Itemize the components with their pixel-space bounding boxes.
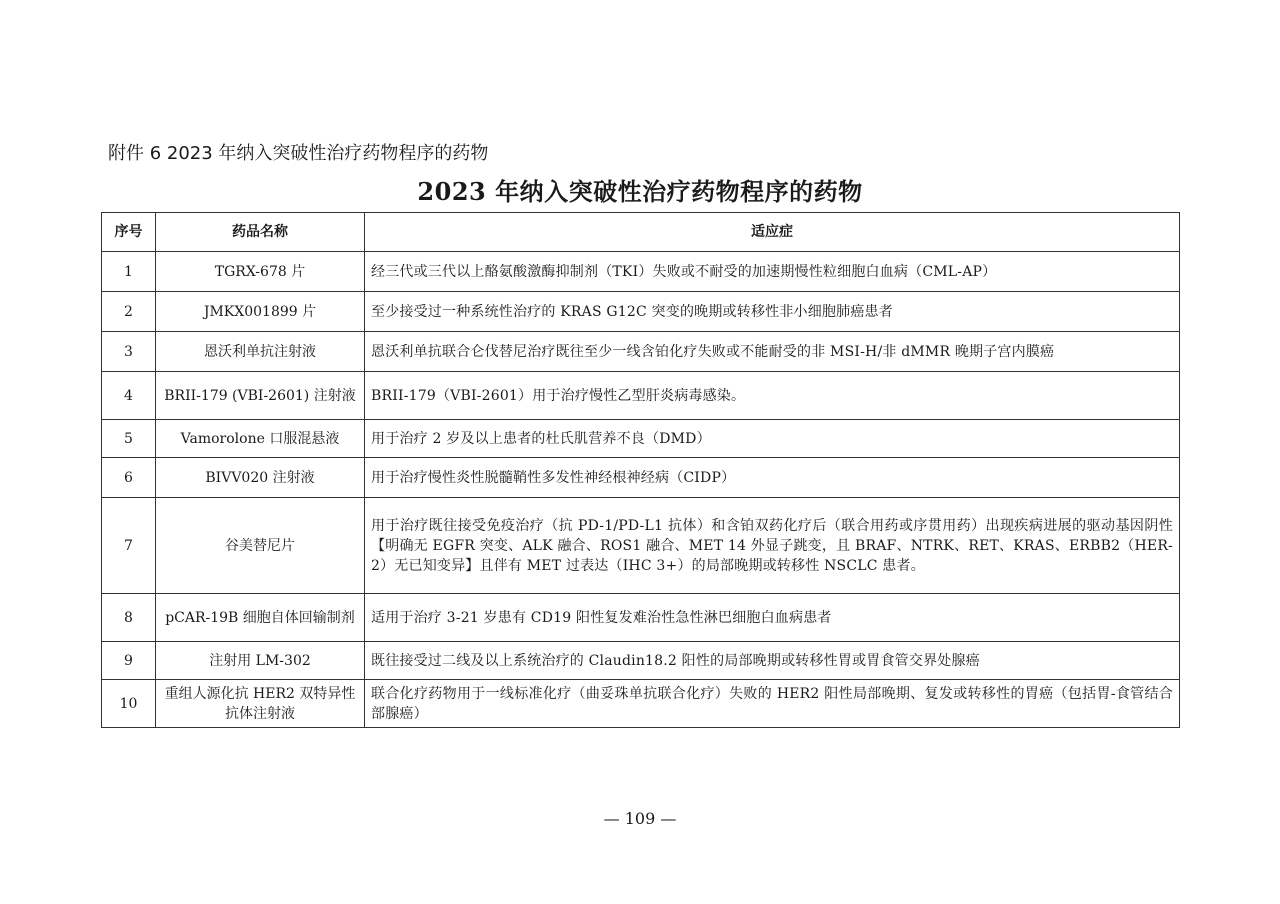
drug-name: 谷美替尼片 [156, 498, 365, 594]
table-row [102, 642, 1180, 680]
indication: 用于治疗 2 岁及以上患者的杜氏肌营养不良（DMD） [365, 420, 1180, 458]
row-number: 3 [102, 332, 156, 372]
drug-name: 重组人源化抗 HER2 双特异性抗体注射液 [156, 680, 365, 728]
row-number: 9 [102, 642, 156, 680]
column-header-drug-name: 药品名称 [156, 213, 365, 252]
drug-name: BRII-179 (VBI-2601) 注射液 [156, 372, 365, 420]
attachment-heading: 附件 6 2023 年纳入突破性治疗药物程序的药物 [108, 143, 489, 164]
table-row [102, 332, 1180, 372]
indication: 用于治疗慢性炎性脱髓鞘性多发性神经根神经病（CIDP） [365, 458, 1180, 498]
table-row [102, 372, 1180, 420]
table-row [102, 420, 1180, 458]
column-header-indication: 适应症 [365, 213, 1180, 252]
table-row [102, 252, 1180, 292]
drug-name: 恩沃利单抗注射液 [156, 332, 365, 372]
indication: BRII-179（VBI-2601）用于治疗慢性乙型肝炎病毒感染。 [365, 372, 1180, 420]
document-title: 2023 年纳入突破性治疗药物程序的药物 [417, 177, 863, 206]
table-header-row [102, 213, 1180, 252]
drug-table [101, 212, 1180, 728]
drug-name: TGRX-678 片 [156, 252, 365, 292]
row-number: 6 [102, 458, 156, 498]
indication: 经三代或三代以上酪氨酸激酶抑制剂（TKI）失败或不耐受的加速期慢性粒细胞白血病（CML-AP） [365, 252, 1180, 292]
row-number: 4 [102, 372, 156, 420]
table-row [102, 594, 1180, 642]
drug-name: JMKX001899 片 [156, 292, 365, 332]
table-row [102, 680, 1180, 728]
column-header-number: 序号 [102, 213, 156, 252]
page-number: — 109 — [603, 809, 677, 828]
row-number: 7 [102, 498, 156, 594]
indication: 恩沃利单抗联合仑伐替尼治疗既往至少一线含铂化疗失败或不能耐受的非 MSI-H/非 dMMR 晚期子宫内膜癌 [365, 332, 1180, 372]
indication: 既往接受过二线及以上系统治疗的 Claudin18.2 阳性的局部晚期或转移性胃或胃食管交界处腺癌 [365, 642, 1180, 680]
row-number: 5 [102, 420, 156, 458]
drug-name: pCAR-19B 细胞自体回输制剂 [156, 594, 365, 642]
indication: 用于治疗既往接受免疫治疗（抗 PD-1/PD-L1 抗体）和含铂双药化疗后（联合用药或序贯用药）出现疾病进展的驱动基因阴性【明确无 EGFR 突变、ALK 融合、ROS1 融合、MET 14 外显子跳变，且 BRAF、NTRK、RET、KRAS、ERBB2（HER-2）无已知变异】且伴有 MET 过表达（IHC 3+）的局部晚期或转移性 NSCLC 患者。 [365, 498, 1180, 594]
row-number: 2 [102, 292, 156, 332]
table-row [102, 292, 1180, 332]
row-number: 8 [102, 594, 156, 642]
drug-name: Vamorolone 口服混悬液 [156, 420, 365, 458]
drug-name: 注射用 LM-302 [156, 642, 365, 680]
table-row [102, 458, 1180, 498]
indication: 联合化疗药物用于一线标准化疗（曲妥珠单抗联合化疗）失败的 HER2 阳性局部晚期、复发或转移性的胃癌（包括胃-食管结合部腺癌） [365, 680, 1180, 728]
drug-name: BIVV020 注射液 [156, 458, 365, 498]
indication: 适用于治疗 3-21 岁患有 CD19 阳性复发难治性急性淋巴细胞白血病患者 [365, 594, 1180, 642]
table-row [102, 498, 1180, 594]
indication: 至少接受过一种系统性治疗的 KRAS G12C 突变的晚期或转移性非小细胞肺癌患者 [365, 292, 1180, 332]
row-number: 10 [102, 680, 156, 728]
row-number: 1 [102, 252, 156, 292]
